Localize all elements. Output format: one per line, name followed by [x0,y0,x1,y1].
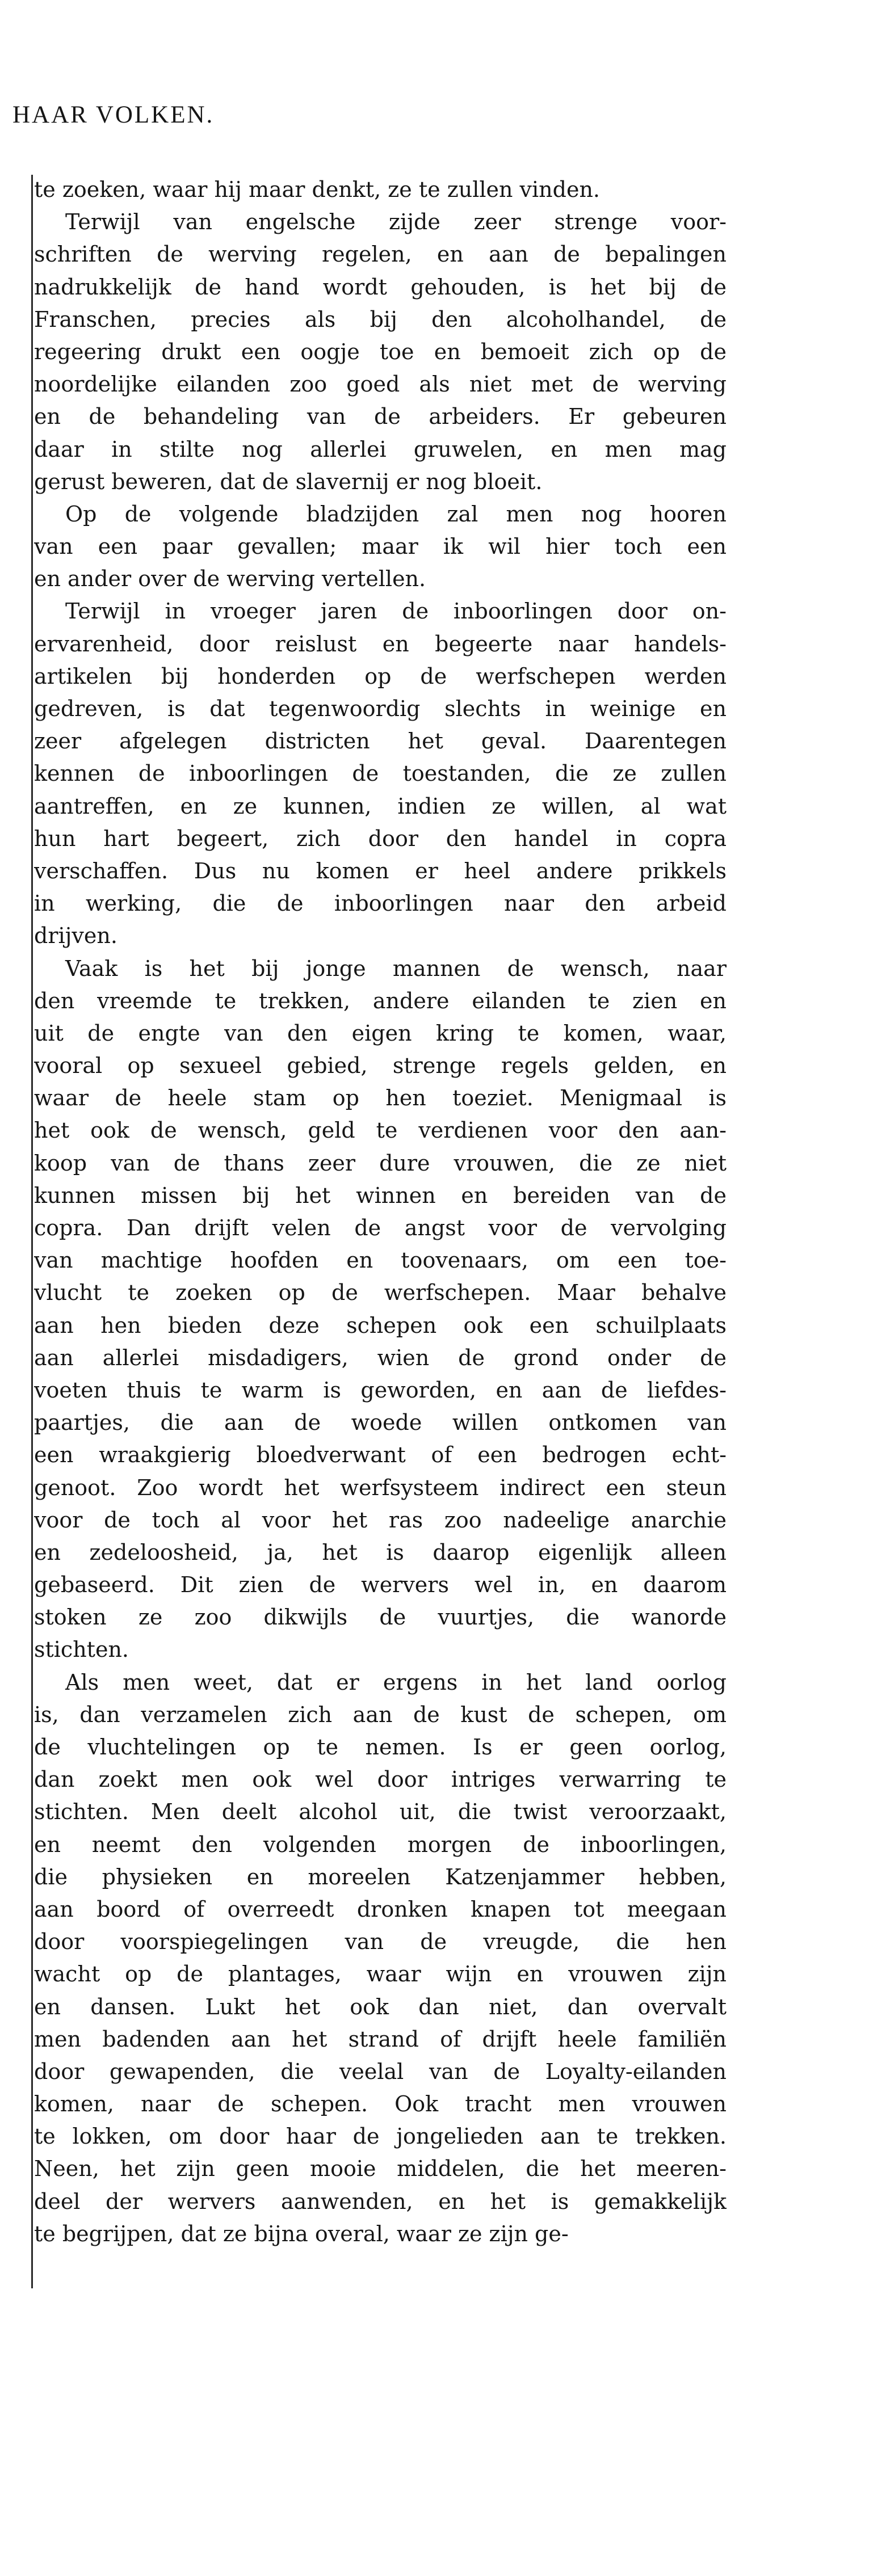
text-line: men badenden aan het strand of drijft heele familiën [34,2026,727,2052]
margin-rule [31,175,33,2288]
text-line: in werking, die de inboorlingen naar den arbeid [34,891,727,916]
text-line: daar in stilte nog allerlei gruwelen, en men mag [34,436,727,462]
text-line: wacht op de plantages, waar wijn en vrouwen zijn [34,1962,727,1987]
text-line: Vaak is het bij jonge mannen de wensch, naar [65,956,727,981]
text-line: den vreemde te trekken, andere eilanden te zien en [34,988,727,1013]
text-line: Als men weet, dat er ergens in het land oorlog [65,1669,727,1695]
text-line: uit de engte van den eigen kring te komen, waar, [34,1020,727,1046]
paragraph [34,953,727,1666]
text-line: voeten thuis te warm is geworden, en aan de liefdes- [34,1377,727,1403]
text-line: Franschen, precies als bij den alcoholhandel, de [34,306,727,332]
paragraph [34,498,727,596]
text-line: door voorspiegelingen van de vreugde, die hen [34,1929,727,1955]
text-line: het ook de wensch, geld te verdienen voor den aan- [34,1118,727,1143]
text-line: schriften de werving regelen, en aan de bepalingen [34,242,727,267]
paragraph [34,1666,727,2250]
text-line: Terwijl van engelsche zijde zeer strenge voor- [65,209,727,235]
text-line: Op de volgende bladzijden zal men nog hooren [65,501,727,527]
text-line: koop van de thans zeer dure vrouwen, die ze niet [34,1150,727,1176]
text-line: genoot. Zoo wordt het werfsysteem indirect een steun [34,1475,727,1500]
text-line: stoken ze zoo dikwijls de vuurtjes, die wanorde [34,1605,727,1630]
text-line: die physieken en moreelen Katzenjammer hebben, [34,1864,727,1889]
text-line: van een paar gevallen; maar ik wil hier toch een [34,534,727,559]
text-line: komen, naar de schepen. Ook tracht men vrouwen [34,2091,727,2117]
text-line: en dansen. Lukt het ook dan niet, dan overvalt [34,1994,727,2019]
text-line: en de behandeling van de arbeiders. Er gebeuren [34,404,727,430]
text-line: kunnen missen bij het winnen en bereiden van de [34,1182,727,1208]
body-text [34,174,727,2250]
text-line: zeer afgelegen districten het geval. Daarentegen [34,729,727,754]
text-line: artikelen bij honderden op de werfschepen werden [34,663,727,689]
text-line: drijven. [34,923,117,949]
text-line: nadrukkelijk de hand wordt gehouden, is het bij de [34,274,727,300]
text-line: stichten. [34,1637,129,1662]
text-line: gebaseerd. Dit zien de wervers wel in, en daarom [34,1572,727,1598]
running-head: HAAR VOLKEN. [12,102,215,128]
text-line: aan hen bieden deze schepen ook een schuilplaats [34,1312,727,1338]
text-line: vooral op sexueel gebied, strenge regels gelden, en [34,1053,727,1079]
text-line: copra. Dan drijft velen de angst voor de vervolging [34,1215,727,1240]
text-line: en zedeloosheid, ja, het is daarop eigenlijk alleen [34,1539,727,1565]
text-line: te zoeken, waar hij maar denkt, ze te zullen vinden. [34,177,600,202]
text-line: hun hart begeert, zich door den handel in copra [34,826,727,851]
text-line: te lokken, om door haar de jongelieden aan te trekken. [34,2124,727,2149]
text-line: is, dan verzamelen zich aan de kust de schepen, om [34,1702,727,1727]
text-line: een wraakgierig bloedverwant of een bedrogen echt- [34,1442,727,1468]
text-line: verschaffen. Dus nu komen er heel andere prikkels [34,858,727,883]
paragraph [34,206,727,498]
text-line: van machtige hoofden en toovenaars, om een toe- [34,1248,727,1273]
paragraph [34,174,727,206]
text-line: voor de toch al voor het ras zoo nadeelige anarchie [34,1507,727,1533]
text-line: en neemt den volgenden morgen de inboorlingen, [34,1832,727,1857]
paragraph [34,595,727,952]
text-line: Neen, het zijn geen mooie middelen, die het meeren- [34,2156,727,2182]
text-line: te begrijpen, dat ze bijna overal, waar ze zijn ge- [34,2221,569,2246]
text-line: ervarenheid, door reislust en begeerte naar handels- [34,631,727,656]
text-line: vlucht te zoeken op de werfschepen. Maar behalve [34,1280,727,1306]
text-line: gerust beweren, dat de slavernij er nog bloeit. [34,469,543,494]
text-line: Terwijl in vroeger jaren de inboorlingen door on- [65,599,727,624]
text-line: gedreven, is dat tegenwoordig slechts in weinige en [34,696,727,721]
text-line: en ander over de werving vertellen. [34,566,426,592]
text-line: stichten. Men deelt alcohol uit, die twist veroorzaakt, [34,1799,727,1825]
text-line: dan zoekt men ook wel door intriges verwarring te [34,1767,727,1792]
text-line: deel der wervers aanwenden, en het is gemakkelijk [34,2188,727,2214]
text-line: paartjes, die aan de woede willen ontkomen van [34,1410,727,1436]
text-line: kennen de inboorlingen de toestanden, die ze zullen [34,761,727,786]
text-line: de vluchtelingen op te nemen. Is er geen oorlog, [34,1735,727,1760]
text-line: door gewapenden, die veelal van de Loyalty-eilanden [34,2059,727,2084]
text-line: noordelijke eilanden zoo goed als niet met de werving [34,372,727,397]
text-line: aan boord of overreedt dronken knapen tot meegaan [34,1896,727,1922]
text-line: waar de heele stam op hen toeziet. Menigmaal is [34,1085,727,1111]
text-line: regeering drukt een oogje toe en bemoeit zich op de [34,339,727,364]
text-line: aantreffen, en ze kunnen, indien ze willen, al wat [34,793,727,819]
text-line: aan allerlei misdadigers, wien de grond onder de [34,1345,727,1370]
